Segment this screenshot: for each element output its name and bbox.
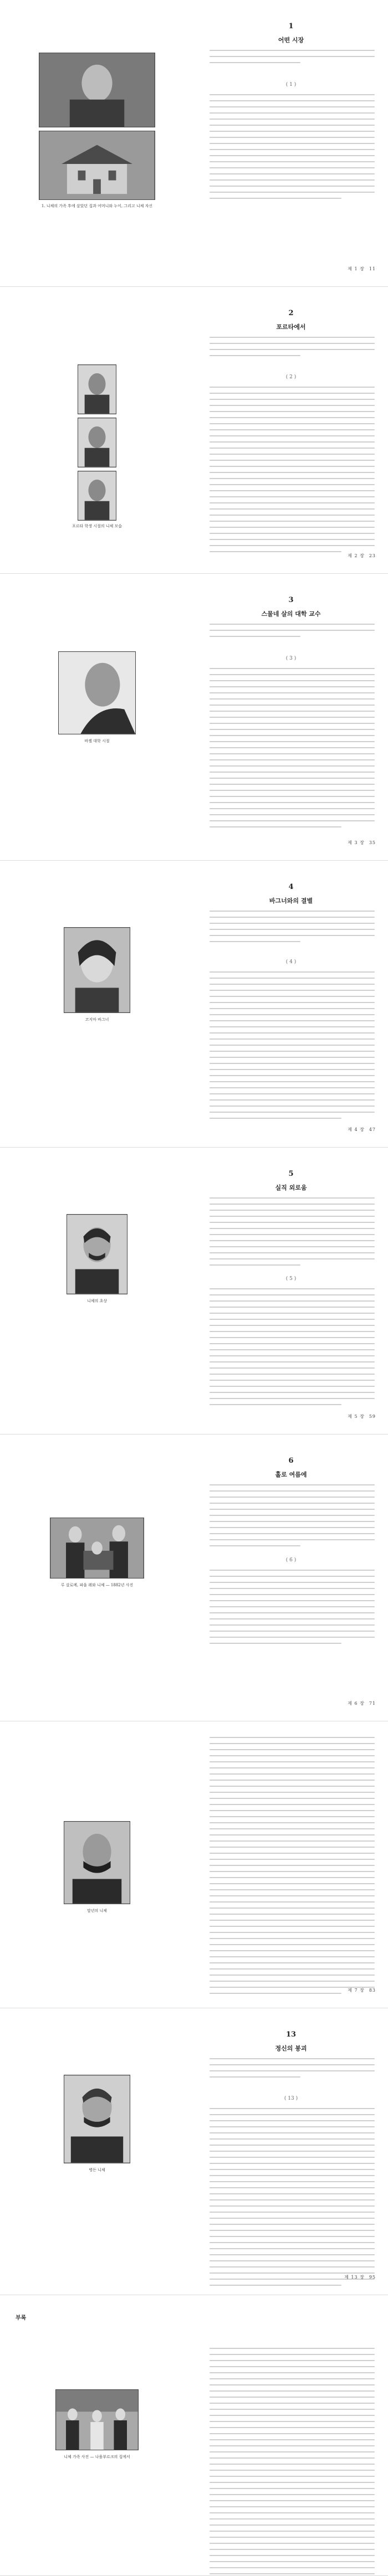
left-page — [0, 861, 194, 1147]
spread-6 — [0, 1434, 388, 1721]
body-text — [210, 94, 375, 204]
page-number: 35 — [369, 840, 376, 845]
photo-caption: 포르타 학생 시절의 니체 모습 — [72, 524, 122, 528]
section-divider: ( 6 ) — [285, 1557, 297, 1563]
right-page — [194, 861, 388, 1147]
right-page — [194, 1721, 388, 2008]
body-text — [210, 2108, 375, 2291]
body-text — [210, 1288, 375, 1410]
spread-8 — [0, 2008, 388, 2295]
footer-chapter: 제 1 장 — [348, 266, 365, 271]
page-number: 83 — [369, 1988, 376, 1993]
chapter-number: 13 — [285, 2030, 297, 2039]
footer-chapter: 제 3 장 — [348, 840, 365, 845]
spread-4 — [0, 861, 388, 1148]
section-heading: 부록 — [16, 2315, 27, 2321]
photo-caption: 루 살로메, 파울 레와 니체 — 1882년 사진 — [60, 1583, 134, 1587]
intro-text — [210, 2058, 375, 2083]
section-divider: ( 1 ) — [285, 82, 297, 88]
section-divider: ( 4 ) — [285, 959, 297, 965]
photo-caption: 바젤 대학 시절 — [84, 739, 110, 743]
portrait-photo — [64, 927, 130, 1013]
intro-text — [210, 911, 375, 947]
chapter-number: 5 — [288, 1170, 294, 1178]
chapter-title: 스물네 살의 대학 교수 — [261, 610, 321, 618]
chapter-number: 6 — [288, 1457, 294, 1465]
section-divider: ( 13 ) — [284, 2096, 298, 2101]
photo-caption: 병든 니체 — [89, 2168, 105, 2172]
right-page — [194, 287, 388, 573]
right-page — [194, 2295, 388, 2575]
left-page — [0, 2295, 194, 2575]
footer-chapter: 제 4 장 — [348, 1127, 365, 1132]
page-number: 47 — [369, 1127, 376, 1132]
intro-text — [210, 337, 375, 361]
page-footer — [348, 1127, 376, 1133]
left-page — [0, 1148, 194, 1434]
spread-9 — [0, 2295, 388, 2576]
chapter-number: 1 — [288, 22, 294, 30]
photo-caption: 말년의 니체 — [86, 1909, 108, 1913]
page-number: 71 — [369, 1701, 376, 1706]
portrait-photo — [78, 364, 116, 414]
intro-text — [210, 1484, 375, 1551]
body-text — [210, 1737, 375, 1999]
body-text — [210, 387, 375, 557]
family-photo — [55, 2389, 139, 2450]
chapter-title: 바그너와의 결별 — [269, 897, 313, 904]
portrait-photo — [67, 1214, 127, 1294]
page-footer — [348, 1700, 376, 1706]
spread-1 — [0, 0, 388, 287]
portrait-photo — [78, 471, 116, 521]
body-text — [210, 971, 375, 1124]
left-page — [0, 574, 194, 860]
right-page — [194, 0, 388, 286]
left-page — [0, 0, 194, 286]
group-photo — [50, 1518, 144, 1578]
section-divider: ( 2 ) — [285, 374, 297, 380]
left-page — [0, 1434, 194, 1721]
chapter-title: 포르타에서 — [276, 323, 306, 331]
portrait-photo — [39, 53, 155, 127]
page-number: 11 — [369, 266, 376, 271]
page-footer — [344, 2274, 376, 2280]
page-footer — [348, 553, 376, 559]
right-page — [194, 1148, 388, 1434]
chapter-number: 2 — [288, 309, 294, 317]
page-footer — [348, 1413, 376, 1420]
page-number: 59 — [369, 1414, 376, 1419]
portrait-photo — [64, 2075, 130, 2163]
left-page — [0, 2008, 194, 2295]
page-footer — [348, 1987, 376, 1993]
page-number: 95 — [369, 2275, 376, 2280]
portrait-photo — [78, 418, 116, 467]
photo-caption: 니체의 초상 — [86, 1299, 108, 1303]
intro-text — [210, 50, 375, 68]
body-text — [210, 1570, 375, 1649]
chapter-title: 어떤 시장 — [278, 37, 304, 44]
right-page — [194, 2008, 388, 2295]
page-number: 23 — [369, 553, 376, 558]
spread-2 — [0, 287, 388, 574]
page-footer — [348, 266, 376, 272]
section-divider: ( 3 ) — [285, 656, 297, 661]
body-text — [210, 2348, 375, 2576]
chapter-title: 정신의 붕괴 — [275, 2045, 307, 2052]
footer-chapter: 제 7 장 — [348, 1988, 365, 1993]
footer-chapter: 제 13 장 — [344, 2275, 365, 2280]
footer-chapter: 제 5 장 — [348, 1414, 365, 1419]
photo-caption: 니체 가족 사진 — 나움부르크의 집에서 — [64, 2455, 130, 2459]
footer-chapter: 제 2 장 — [348, 553, 365, 558]
right-page — [194, 1434, 388, 1721]
portrait-photo — [58, 651, 136, 734]
spread-5 — [0, 1148, 388, 1434]
body-text — [210, 668, 375, 832]
footer-chapter: 제 6 장 — [348, 1701, 365, 1706]
photo-caption: 코지마 바그너 — [85, 1017, 109, 1022]
section-divider: ( 5 ) — [285, 1276, 297, 1282]
spread-3 — [0, 574, 388, 861]
portrait-photo — [64, 1821, 130, 1904]
left-page — [0, 1721, 194, 2008]
chapter-number: 3 — [288, 596, 294, 604]
page-footer — [348, 840, 376, 846]
intro-text — [210, 1197, 375, 1271]
spread-7 — [0, 1721, 388, 2008]
intro-text — [210, 624, 375, 642]
chapter-title: 홀로 여름에 — [275, 1471, 307, 1478]
house-photo — [39, 131, 155, 200]
left-page — [0, 287, 194, 573]
chapter-title: 실직 외로움 — [275, 1184, 307, 1191]
right-page — [194, 574, 388, 860]
photo-caption: 1. 니체의 가족 후에 살았던 집과 어머니와 누이, 그리고 니체 자신 — [41, 204, 153, 208]
chapter-number: 4 — [288, 883, 294, 891]
